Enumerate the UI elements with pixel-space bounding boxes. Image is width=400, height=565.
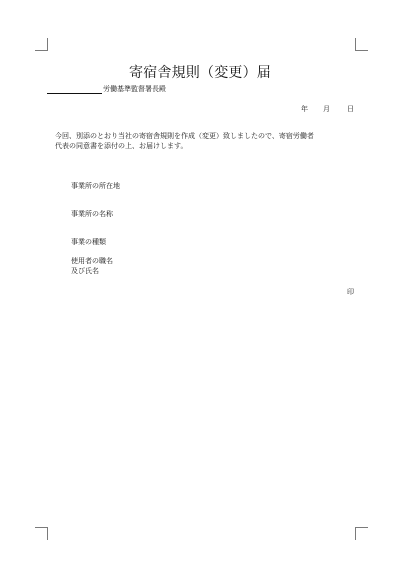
crop-mark-top-left xyxy=(35,38,48,51)
seal-label: 印 xyxy=(347,288,354,296)
office-name-blank xyxy=(47,85,102,94)
intro-line: 今回、別添のとおり当社の寄宿舎規則を作成（変更）致しましたので、寄宿労働者 xyxy=(55,132,314,140)
crop-mark-top-right xyxy=(355,38,368,51)
business-location-label: 事業所の所在地 xyxy=(71,182,120,190)
office-label: 労働基準監督署長殿 xyxy=(103,85,166,93)
date-year-label: 年 xyxy=(301,105,308,113)
intro-paragraph xyxy=(55,131,355,151)
document-title: 寄宿舎規則（変更）届 xyxy=(129,65,271,81)
date-day-label: 日 xyxy=(347,105,354,113)
employer-name-label: 及び氏名 xyxy=(71,267,99,275)
intro-line: 代表の同意書を添付の上、お届けします。 xyxy=(55,142,188,150)
business-type-label: 事業の種類 xyxy=(71,238,106,246)
business-name-label: 事業所の名称 xyxy=(71,210,113,218)
employer-title-label: 使用者の職名 xyxy=(71,257,113,265)
crop-mark-bottom-right xyxy=(355,527,368,540)
crop-mark-bottom-left xyxy=(35,527,48,540)
date-month-label: 月 xyxy=(323,105,330,113)
office-address-line xyxy=(47,84,166,94)
employer-title-and-name-label xyxy=(71,256,113,276)
